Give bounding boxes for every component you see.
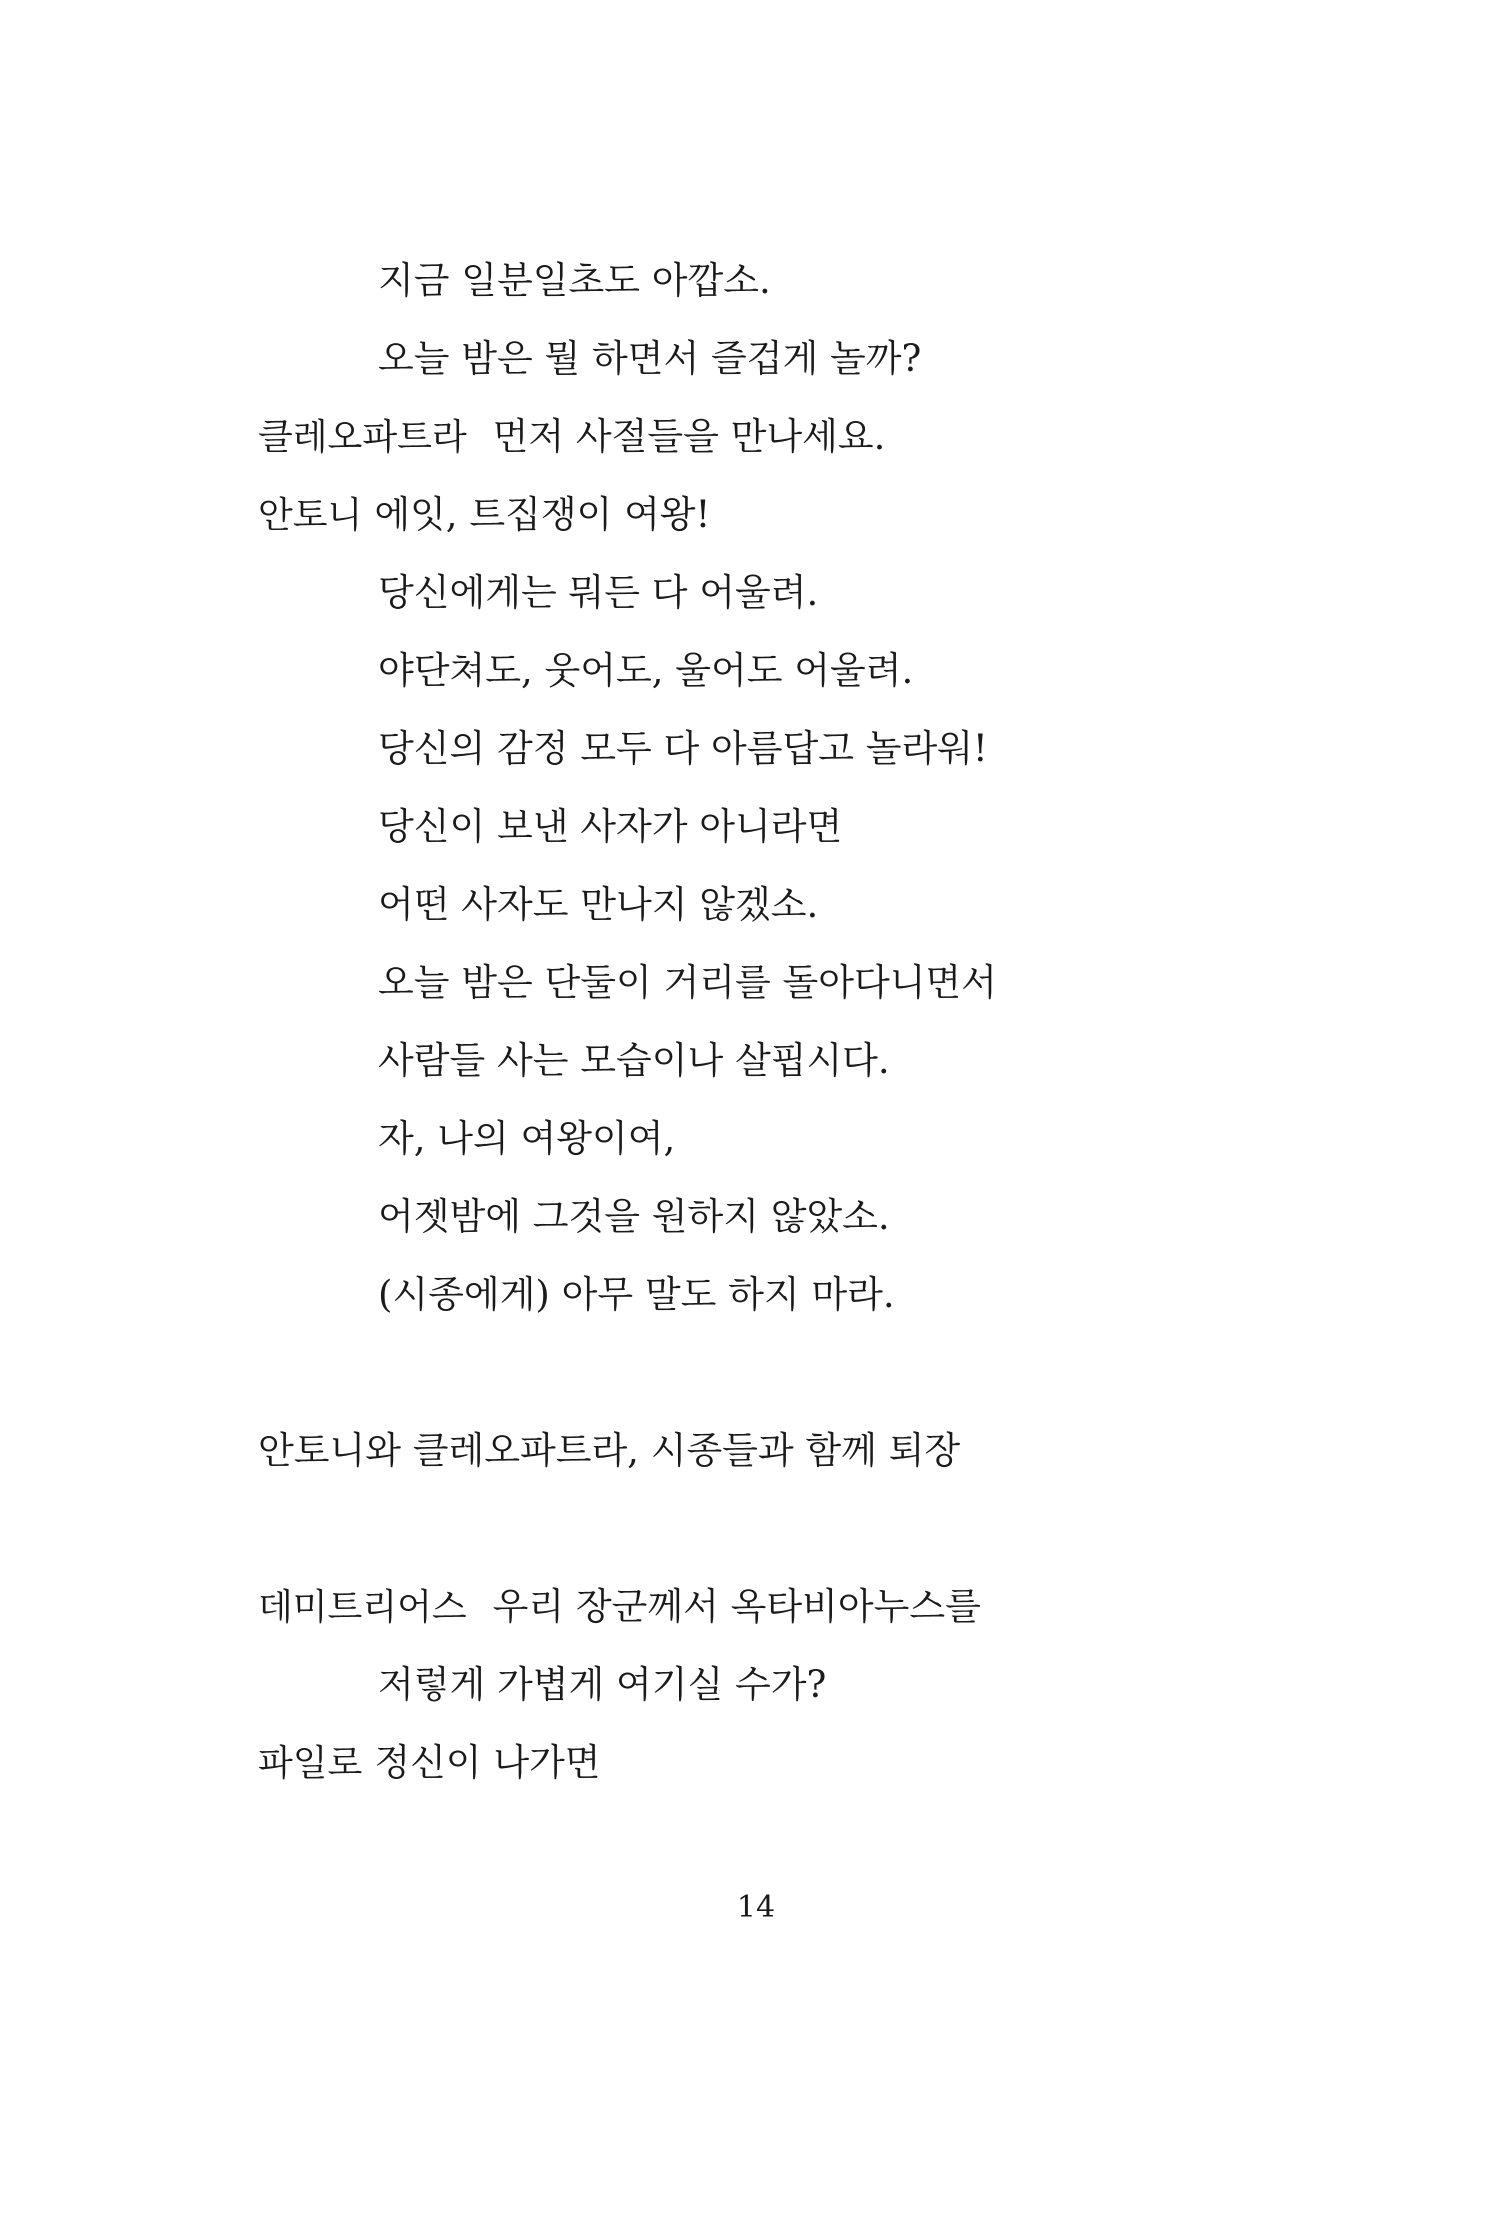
page-number: 14 [736, 1890, 776, 1925]
verse-line [378, 568, 818, 618]
verse-text: 자, 나의 여왕이여, [378, 1117, 676, 1160]
speech-line [258, 1738, 601, 1789]
verse-line [378, 1270, 895, 1320]
verse-text: 지금 일분일초도 아깝소. [378, 259, 771, 302]
verse-line [378, 1114, 675, 1164]
verse-line [378, 802, 842, 852]
verse-line [378, 1660, 826, 1710]
verse-line [378, 334, 921, 384]
speech-line [258, 490, 710, 541]
verse-text: 먼저 사절들을 만나세요. [492, 415, 886, 458]
speaker-name: 클레오파트라 [258, 417, 467, 458]
verse-text: 어젯밤에 그것을 원하지 않았소. [378, 1195, 890, 1238]
verse-line [378, 958, 997, 1008]
verse-line [378, 256, 771, 306]
speaker-name: 파일로 [258, 1743, 363, 1784]
verse-line [378, 724, 988, 774]
stage-direction-text: 안토니와 클레오파트라, 시종들과 함께 퇴장 [258, 1429, 961, 1472]
speaker-name: 안토니 [258, 495, 363, 536]
verse-text: 오늘 밤은 단둘이 거리를 돌아다니면서 [378, 961, 997, 1004]
verse-line [378, 1036, 890, 1086]
verse-text: 저렇게 가볍게 여기실 수가? [378, 1663, 827, 1706]
verse-line [378, 1192, 890, 1242]
verse-text: 에잇, 트집쟁이 여왕! [374, 493, 711, 536]
verse-text: 우리 장군께서 옥타비아누스를 [492, 1585, 981, 1628]
verse-text: 당신의 감정 모두 다 아름답고 놀라워! [378, 727, 988, 770]
verse-text: (시종에게) 아무 말도 하지 마라. [378, 1273, 895, 1316]
verse-text: 오늘 밤은 뭘 하면서 즐겁게 놀까? [378, 337, 922, 380]
verse-text: 당신이 보낸 사자가 아니라면 [378, 805, 843, 848]
verse-text: 당신에게는 뭐든 다 어울려. [378, 571, 819, 614]
verse-text: 사람들 사는 모습이나 살핍시다. [378, 1039, 890, 1082]
verse-text: 야단쳐도, 웃어도, 울어도 어울려. [378, 649, 914, 692]
verse-line [378, 646, 913, 696]
verse-text: 어떤 사자도 만나지 않겠소. [378, 883, 819, 926]
speech-line [258, 412, 885, 463]
speaker-name: 데미트리어스 [258, 1587, 467, 1628]
stage-direction [258, 1426, 960, 1476]
verse-line [378, 880, 818, 930]
speech-line [258, 1582, 981, 1633]
verse-text: 정신이 나가면 [374, 1741, 601, 1784]
